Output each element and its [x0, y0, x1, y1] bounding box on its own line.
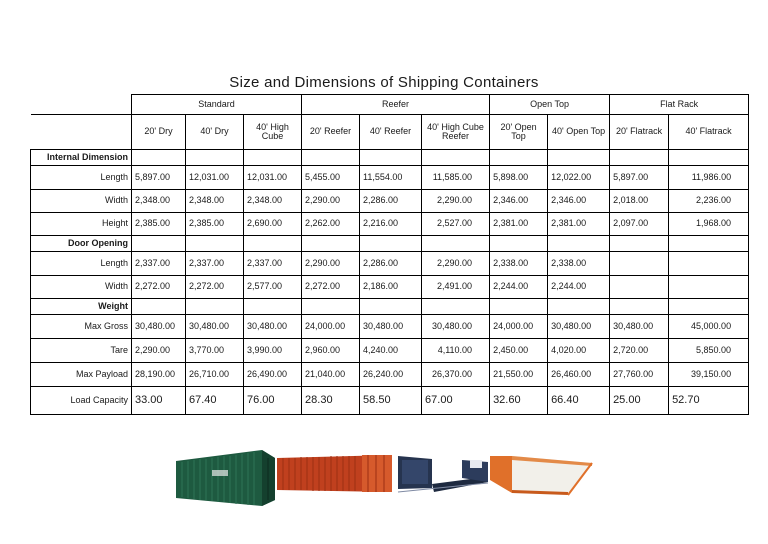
row-label: Tare [31, 339, 132, 363]
table-cell: 24,000.00 [490, 315, 548, 339]
table-cell: 2,290.00 [422, 252, 490, 276]
column-header: 40' High Cube Reefer [422, 115, 490, 150]
table-cell: 67.40 [186, 387, 244, 415]
table-cell: 12,031.00 [186, 166, 244, 190]
table-cell: 26,240.00 [360, 363, 422, 387]
table-cell: 2,290.00 [302, 252, 360, 276]
table-cell: 24,000.00 [302, 315, 360, 339]
table-cell: 2,097.00 [610, 213, 669, 236]
table-cell: 2,960.00 [302, 339, 360, 363]
table-cell: 45,000.00 [669, 315, 749, 339]
table-cell: 2,346.00 [548, 190, 610, 213]
table-cell: 2,450.00 [490, 339, 548, 363]
table-cell: 5,897.00 [610, 166, 669, 190]
table-cell: 2,337.00 [186, 252, 244, 276]
table-cell: 2,491.00 [422, 276, 490, 299]
flatrack-container-image [398, 456, 488, 492]
table-cell: 30,480.00 [244, 315, 302, 339]
table-cell: 67.00 [422, 387, 490, 415]
table-cell: 2,348.00 [132, 190, 186, 213]
table-cell: 12,031.00 [244, 166, 302, 190]
table-cell: 2,286.00 [360, 252, 422, 276]
page-title: Size and Dimensions of Shipping Containers [229, 74, 539, 91]
table-cell: 11,554.00 [360, 166, 422, 190]
column-header: 40' High Cube [244, 115, 302, 150]
row-label: Length [31, 166, 132, 190]
column-header: 20' Open Top [490, 115, 548, 150]
table-cell: 2,186.00 [360, 276, 422, 299]
table-cell: 5,455.00 [302, 166, 360, 190]
table-cell: 26,710.00 [186, 363, 244, 387]
table-cell: 26,460.00 [548, 363, 610, 387]
table-cell: 2,348.00 [186, 190, 244, 213]
table-cell: 30,480.00 [360, 315, 422, 339]
table-cell: 66.40 [548, 387, 610, 415]
table-cell: 26,490.00 [244, 363, 302, 387]
table-cell: 28,190.00 [132, 363, 186, 387]
table-cell: 32.60 [490, 387, 548, 415]
column-header: 20' Reefer [302, 115, 360, 150]
table-cell: 3,770.00 [186, 339, 244, 363]
table-cell: 2,527.00 [422, 213, 490, 236]
table-cell: 2,348.00 [244, 190, 302, 213]
table-cell: 4,020.00 [548, 339, 610, 363]
table-cell: 4,240.00 [360, 339, 422, 363]
section-internal-dimension: Internal Dimension [31, 150, 132, 166]
table-cell: 2,337.00 [132, 252, 186, 276]
table-cell: 2,381.00 [548, 213, 610, 236]
table-cell: 30,480.00 [186, 315, 244, 339]
group-flat-rack: Flat Rack [610, 95, 749, 115]
section-door-opening: Door Opening [31, 236, 132, 252]
table-cell: 11,585.00 [422, 166, 490, 190]
table-cell: 33.00 [132, 387, 186, 415]
table-cell: 5,850.00 [669, 339, 749, 363]
table-cell: 21,550.00 [490, 363, 548, 387]
row-label: Load Capacity [31, 387, 132, 415]
table-cell: 12,022.00 [548, 166, 610, 190]
row-label: Height [31, 213, 132, 236]
table-cell: 2,272.00 [302, 276, 360, 299]
table-cell: 2,338.00 [548, 252, 610, 276]
table-cell: 2,244.00 [490, 276, 548, 299]
table-cell: 2,385.00 [186, 213, 244, 236]
table-cell: 1,968.00 [669, 213, 749, 236]
table-cell: 2,381.00 [490, 213, 548, 236]
table-cell: 2,216.00 [360, 213, 422, 236]
group-reefer: Reefer [302, 95, 490, 115]
column-header: 40' Reefer [360, 115, 422, 150]
section-weight: Weight [31, 299, 132, 315]
table-cell: 27,760.00 [610, 363, 669, 387]
table-cell: 4,110.00 [422, 339, 490, 363]
row-label: Max Gross [31, 315, 132, 339]
table-cell: 30,480.00 [132, 315, 186, 339]
table-cell: 2,236.00 [669, 190, 749, 213]
table-cell: 5,898.00 [490, 166, 548, 190]
table-cell: 2,290.00 [422, 190, 490, 213]
column-header: 40' Flatrack [669, 115, 749, 150]
table-cell: 26,370.00 [422, 363, 490, 387]
open-top-container-image [490, 456, 592, 495]
table-cell: 58.50 [360, 387, 422, 415]
table-cell: 11,986.00 [669, 166, 749, 190]
green-container-image [176, 450, 275, 506]
row-label: Length [31, 252, 132, 276]
table-cell: 52.70 [669, 387, 749, 415]
table-cell: 25.00 [610, 387, 669, 415]
row-label: Width [31, 276, 132, 299]
column-header: 40' Dry [186, 115, 244, 150]
table-cell: 2,290.00 [132, 339, 186, 363]
table-cell: 28.30 [302, 387, 360, 415]
red-container-image [277, 455, 392, 492]
table-cell: 5,897.00 [132, 166, 186, 190]
table-cell: 2,290.00 [302, 190, 360, 213]
table-cell: 2,385.00 [132, 213, 186, 236]
table-cell: 2,244.00 [548, 276, 610, 299]
table-cell: 30,480.00 [548, 315, 610, 339]
table-cell: 2,690.00 [244, 213, 302, 236]
table-cell: 2,018.00 [610, 190, 669, 213]
table-cell: 76.00 [244, 387, 302, 415]
table-cell: 2,262.00 [302, 213, 360, 236]
table-cell: 2,272.00 [132, 276, 186, 299]
table-cell: 39,150.00 [669, 363, 749, 387]
column-header: 20' Dry [132, 115, 186, 150]
table-cell: 2,337.00 [244, 252, 302, 276]
table-cell: 2,338.00 [490, 252, 548, 276]
table-cell: 2,286.00 [360, 190, 422, 213]
table-cell: 2,577.00 [244, 276, 302, 299]
table-cell: 21,040.00 [302, 363, 360, 387]
table-cell: 30,480.00 [422, 315, 490, 339]
row-label: Width [31, 190, 132, 213]
row-label: Max Payload [31, 363, 132, 387]
column-header: 20' Flatrack [610, 115, 669, 150]
table-cell: 30,480.00 [610, 315, 669, 339]
column-header: 40' Open Top [548, 115, 610, 150]
group-open-top: Open Top [490, 95, 610, 115]
table-cell: 2,272.00 [186, 276, 244, 299]
table-cell: 2,346.00 [490, 190, 548, 213]
table-cell: 3,990.00 [244, 339, 302, 363]
table-cell: 2,720.00 [610, 339, 669, 363]
group-standard: Standard [132, 95, 302, 115]
